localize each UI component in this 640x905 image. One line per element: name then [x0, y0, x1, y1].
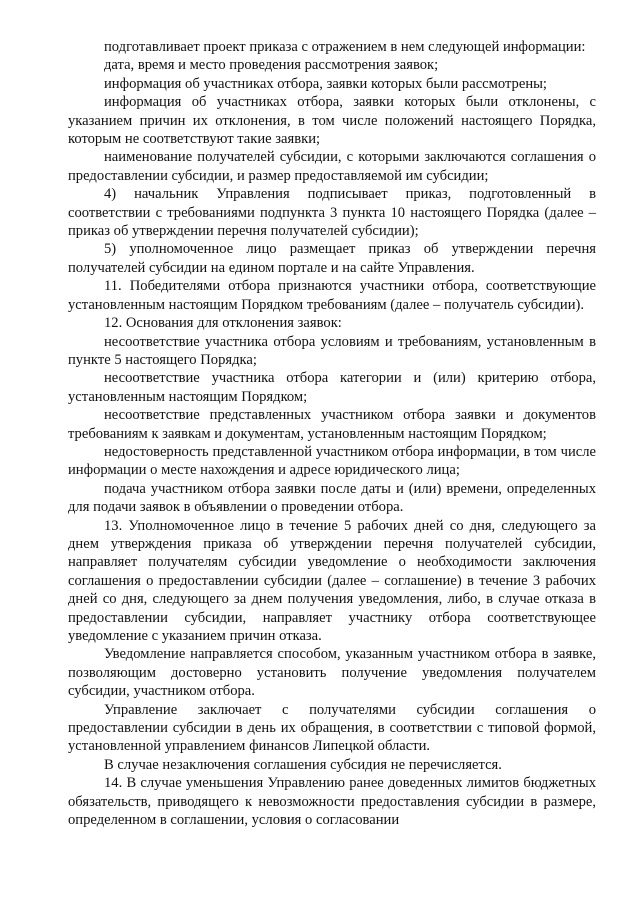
paragraph: 4) начальник Управления подписывает приказ, подготовленный в соответствии с требованиями подпункта 3 пункта 10 настоящего Порядка (далее – приказ об утверждении перечня получателей субсидии); [68, 186, 596, 240]
paragraph: Уведомление направляется способом, указанным участником отбора в заявке, позволяющим достоверно установить получение уведомления получателем субсидии, участником отбора. [68, 646, 596, 700]
paragraph: недостоверность представленной участником отбора информации, в том числе информации о месте нахождения и адресе юридического лица; [68, 443, 596, 479]
paragraph: несоответствие участника отбора категории и (или) критерию отбора, установленным настоящим Порядком; [68, 370, 596, 405]
paragraph: 12. Основания для отклонения заявок: [104, 315, 342, 332]
paragraph: несоответствие представленных участником отбора заявки и документов требованиям к заявкам и документам, установленным настоящим Порядком; [68, 407, 596, 442]
paragraph: наименование получателей субсидии, с которыми заключаются соглашения о предоставлении субсидии, и размер предоставляемой им субсидии; [68, 149, 596, 184]
paragraph: подача участником отбора заявки после даты и (или) времени, определенных для подачи заявок в объявлении о проведении отбора. [68, 480, 596, 516]
paragraph: 5) уполномоченное лицо размещает приказ об утверждении перечня получателей субсидии на едином портале и на сайте Управления. [68, 241, 596, 276]
document-page [68, 38, 596, 829]
paragraph: информация об участниках отбора, заявки которых были отклонены, с указанием причин их отклонения, в том числе положений настоящего Порядка, которым не соответствуют такие заявки; [68, 94, 596, 148]
paragraph: 11. Победителями отбора признаются участники отбора, соответствующие установленным настоящим Порядком требованиям (далее – получатель субсидии). [68, 278, 596, 313]
paragraph: 13. Уполномоченное лицо в течение 5 рабочих дней со дня, следующего за днем утверждения приказа об утверждении перечня получателей субсидии, направляет получателям субсидии уведомление о необходимости заключения соглашения о предоставлении субсидии (далее – соглашение) в течение 3 рабочих дней со дня, следующего за днем получения уведомления, либо, в случае отказа в предоставлении субсидии, направляет участнику отбора соответствующее уведомление с указанием причин отказа. [68, 517, 596, 644]
paragraph: дата, время и место проведения рассмотрения заявок; [104, 57, 439, 74]
paragraph: В случае незаключения соглашения субсидия не перечисляется. [104, 756, 502, 773]
paragraph: несоответствие участника отбора условиям и требованиям, установленным в пункте 5 настоящего Порядка; [68, 333, 596, 368]
paragraph: информация об участниках отбора, заявки которых были рассмотрены; [104, 75, 547, 92]
paragraph: подготавливает проект приказа с отражением в нем следующей информации: [104, 39, 586, 55]
paragraph: Управление заключает с получателями субсидии соглашения о предоставлении субсидии в день их обращения, в соответствии с типовой формой, установленной управлением финансов Липецкой области. [68, 701, 596, 755]
paragraph: 14. В случае уменьшения Управлению ранее доведенных лимитов бюджетных обязательств, приводящего к невозможности предоставления субсидии в размере, определенном в соглашении, условия о согласовании [68, 775, 596, 829]
